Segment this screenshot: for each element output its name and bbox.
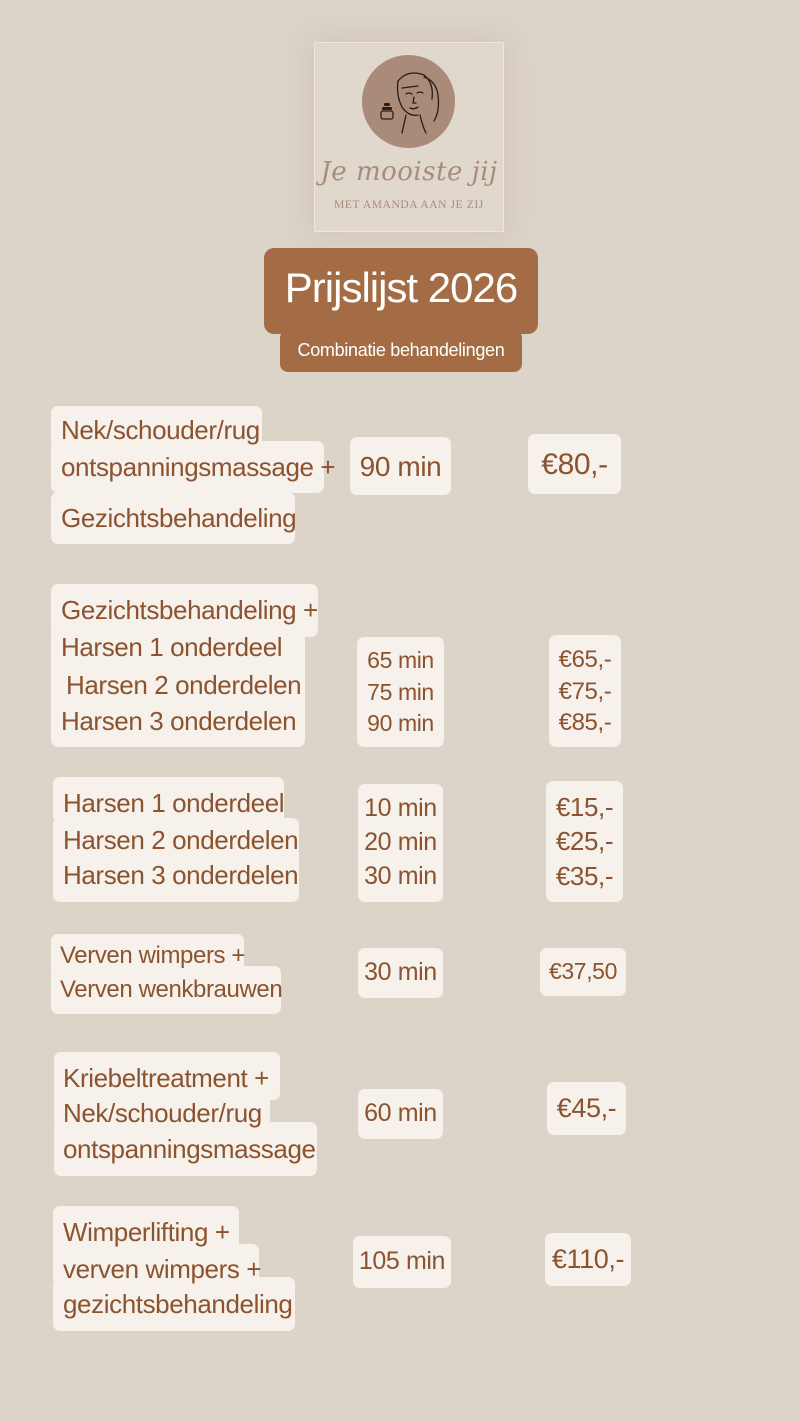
treatment-line: Nek/schouder/rug <box>61 415 260 445</box>
duration-value: 65 min <box>367 647 434 673</box>
price-value: €75,- <box>558 678 612 705</box>
treatment-line: Harsen 3 onderdelen <box>63 860 299 890</box>
duration-value: 90 min <box>359 451 442 482</box>
page-subtitle: Combinatie behandelingen <box>297 340 505 360</box>
treatment-line: Verven wimpers + <box>60 942 246 969</box>
duration-value: 90 min <box>367 710 434 736</box>
treatment-line: ontspanningsmassage + <box>61 452 336 482</box>
price-value: €25,- <box>555 826 614 856</box>
treatment-line: Kriebeltreatment + <box>63 1063 269 1093</box>
price-value: €80,- <box>541 448 608 481</box>
woman-face-logo-icon <box>362 55 455 148</box>
treatment-line: Harsen 1 onderdeel <box>63 788 285 818</box>
treatment-line: gezichtsbehandeling <box>63 1289 293 1319</box>
treatment-line: Nek/schouder/rug <box>63 1098 262 1128</box>
duration-value: 20 min <box>364 828 437 856</box>
treatment-line: Wimperlifting + <box>63 1217 230 1247</box>
duration-value: 10 min <box>364 794 437 822</box>
duration-value: 30 min <box>364 958 437 986</box>
treatment-line: ontspanningsmassage <box>63 1134 316 1164</box>
logo-name: Je mooiste jij <box>320 157 498 187</box>
price-value: €15,- <box>555 792 614 822</box>
duration-value: 75 min <box>367 679 434 705</box>
price-value: €35,- <box>555 861 614 891</box>
treatment-line: Harsen 2 onderdelen <box>66 670 302 700</box>
logo-tagline: MET AMANDA AAN JE ZIJ <box>334 199 484 211</box>
subtitle-banner <box>280 330 522 372</box>
title-banner <box>264 248 538 334</box>
page-title: Prijslijst 2026 <box>284 264 518 311</box>
duration-value: 60 min <box>364 1099 437 1127</box>
duration-value: 105 min <box>358 1247 446 1275</box>
logo-card <box>314 42 504 232</box>
treatment-line: Gezichtsbehandeling <box>61 503 297 533</box>
price-value: €110,- <box>551 1244 625 1274</box>
price-value: €65,- <box>558 646 612 673</box>
treatment-line: Harsen 3 onderdelen <box>61 706 297 736</box>
price-value: €85,- <box>558 709 612 736</box>
treatment-line: Verven wenkbrauwen <box>60 976 283 1003</box>
treatment-line: Gezichtsbehandeling + <box>61 595 318 625</box>
price-value: €45,- <box>556 1093 617 1123</box>
treatment-line: Harsen 1 onderdeel <box>61 632 283 662</box>
treatment-line: verven wimpers + <box>63 1254 262 1284</box>
duration-value: 30 min <box>364 862 437 890</box>
price-value: €37,50 <box>549 958 617 984</box>
treatment-line: Harsen 2 onderdelen <box>63 825 299 855</box>
